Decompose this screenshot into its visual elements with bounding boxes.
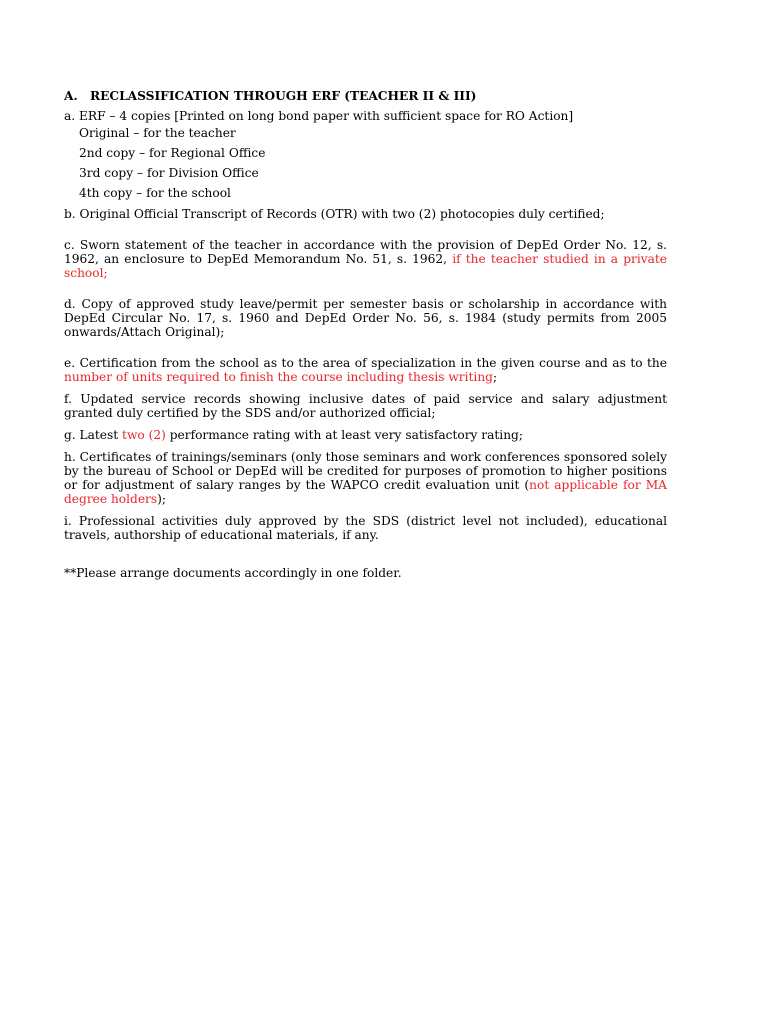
arrangement-note: **Please arrange documents accordingly in one folder. — [64, 566, 402, 580]
section-letter: A. — [64, 89, 78, 103]
copy-third: 3rd copy – for Division Office — [79, 166, 259, 180]
item-g-text: g. Latest — [64, 428, 123, 442]
item-b: b. Original Official Transcript of Records (OTR) with two (2) photocopies duly certified; — [64, 207, 605, 221]
item-h-highlight: not applicable for MA degree holders — [64, 478, 667, 506]
item-d: d. Copy of approved study leave/permit per semester basis or scholarship in accordance with DepEd Circular No. 17, s. 1960 and DepEd Order No. 56, s. 1984 (study permits from 2005 onwards/Attach Original); — [64, 297, 667, 339]
item-i: i. Professional activities duly approved by the SDS (district level not included), educational travels, authorship of educational materials, if any. — [64, 514, 667, 542]
section-title-text: RECLASSIFICATION THROUGH ERF (TEACHER II & III) — [90, 89, 477, 103]
item-c-highlight: if the teacher studied in a private school; — [64, 252, 667, 280]
item-g — [64, 428, 667, 442]
item-e-tail: ; — [492, 370, 498, 384]
item-c-text: c. Sworn statement of the teacher in accordance with the provision of DepEd Order No. 12, s. 1962, an enclosure to DepEd Memorandum No. 51, s. 1962, — [64, 238, 667, 266]
item-c — [64, 238, 667, 280]
item-e-text: e. Certification from the school as to the area of specialization in the given course and as to the — [64, 356, 667, 370]
item-f: f. Updated service records showing inclusive dates of paid service and salary adjustment granted duly certified by the SDS and/or authorized official; — [64, 392, 667, 420]
document-page — [64, 89, 667, 580]
item-g-tail: performance rating with at least very satisfactory rating; — [165, 428, 523, 442]
copy-second: 2nd copy – for Regional Office — [79, 146, 266, 160]
section-title — [64, 89, 667, 103]
item-g-highlight: two (2) — [122, 428, 166, 442]
item-e-highlight: number of units required to finish the course including thesis writing — [64, 370, 493, 384]
item-h-text: h. Certificates of trainings/seminars (only those seminars and work conferences sponsored solely by the bureau of School or DepEd will be credited for purposes of promotion to higher positions or for adjustment of salary ranges by the WAPCO credit evaluation unit ( — [64, 450, 667, 492]
item-a: a. ERF – 4 copies [Printed on long bond paper with sufficient space for RO Action] — [64, 109, 574, 123]
copy-fourth: 4th copy – for the school — [79, 186, 231, 200]
copy-original: Original – for the teacher — [79, 126, 236, 140]
item-e — [64, 356, 667, 384]
item-h — [64, 450, 667, 506]
item-h-tail: ); — [157, 492, 166, 506]
